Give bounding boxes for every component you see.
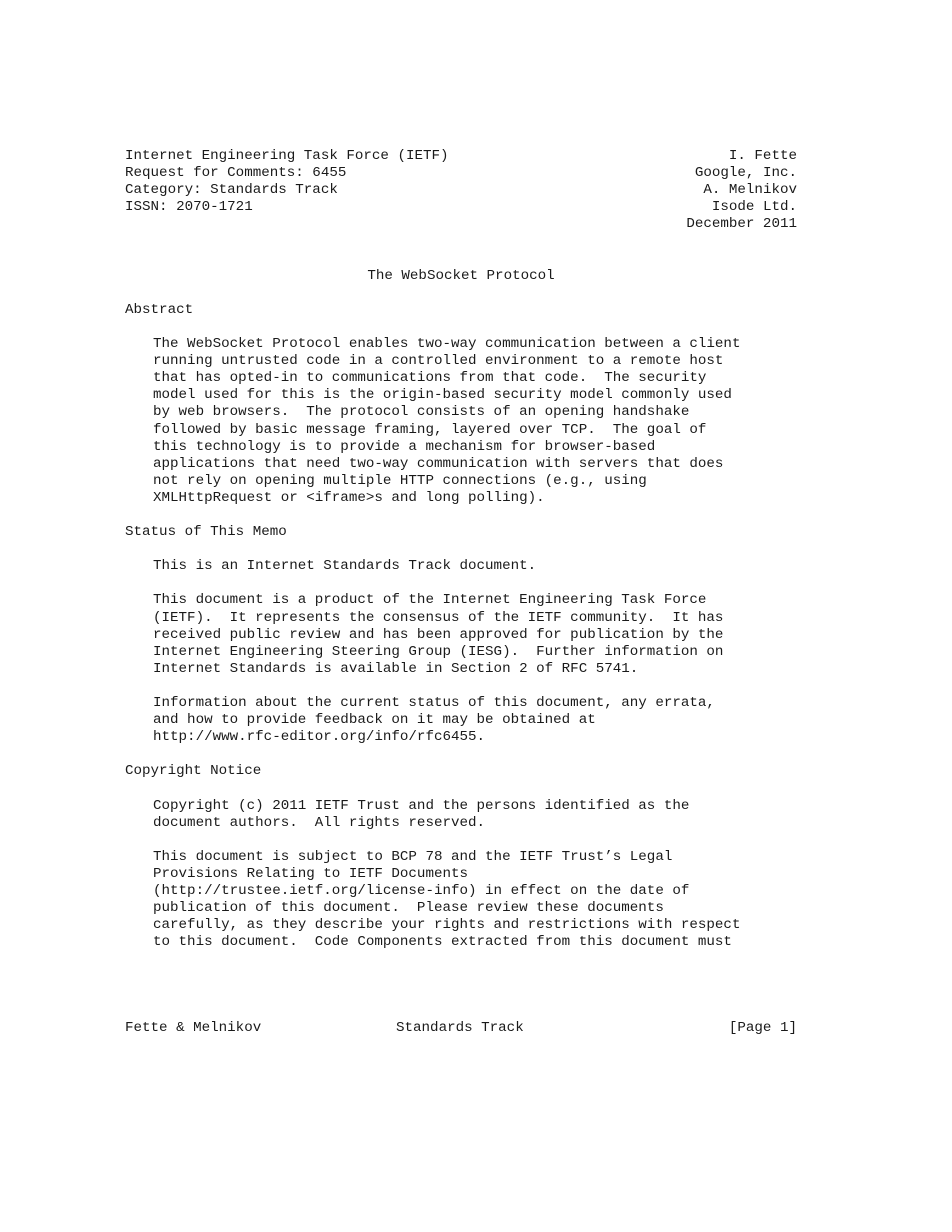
text-line: model used for this is the origin-based security model commonly used [153, 387, 732, 404]
text-line: applications that need two-way communication with servers that does [153, 455, 724, 472]
header-date: December 2011 [686, 216, 797, 233]
text-line: carefully, as they describe your rights and restrictions with respect [153, 917, 741, 934]
text-line: received public review and has been approved for publication by the [153, 626, 724, 643]
text-line: XMLHttpRequest or <iframe>s and long polling). [153, 489, 545, 506]
header-right-line: A. Melnikov [703, 182, 797, 199]
text-line: that has opted-in to communications from that code. The security [153, 370, 707, 387]
rfc-header [125, 148, 797, 233]
text-line: This document is subject to BCP 78 and the IETF Trust’s Legal [153, 848, 673, 865]
header-left-line: Internet Engineering Task Force (IETF) [125, 148, 449, 164]
page-footer [125, 1020, 797, 1037]
header-right-line: I. Fette [728, 148, 797, 164]
header-row [125, 148, 797, 165]
text-line: The WebSocket Protocol enables two-way communication between a client [153, 336, 741, 353]
text-line: not rely on opening multiple HTTP connections (e.g., using [153, 472, 647, 489]
text-line: This is an Internet Standards Track document. [153, 558, 537, 575]
text-line: by web browsers. The protocol consists of an opening handshake [153, 404, 690, 421]
text-line: Internet Standards is available in Section 2 of RFC 5741. [153, 660, 639, 677]
copyright-paragraph [125, 849, 797, 952]
text-line: document authors. All rights reserved. [153, 814, 486, 831]
text-line: to this document. Code Components extracted from this document must [153, 934, 732, 951]
header-left-line: Category: Standards Track [125, 182, 338, 199]
header-right-line: Isode Ltd. [711, 199, 797, 216]
status-paragraph [125, 558, 797, 575]
copyright-paragraph [125, 798, 797, 832]
text-line: Internet Engineering Steering Group (IESG). Further information on [153, 643, 724, 660]
footer-authors: Fette & Melnikov [125, 1020, 262, 1036]
text-line: running untrusted code in a controlled environment to a remote host [153, 353, 724, 370]
header-row [125, 199, 797, 216]
header-row [125, 182, 797, 199]
footer-page-number: [Page 1] [728, 1020, 797, 1036]
rfc-page [125, 148, 797, 951]
text-line: this technology is to provide a mechanism for browser-based [153, 438, 656, 455]
header-row [125, 216, 797, 233]
status-heading: Status of This Memo [125, 524, 287, 541]
status-paragraph [125, 695, 797, 746]
text-line: This document is a product of the Internet Engineering Task Force [153, 592, 707, 609]
text-line: (IETF). It represents the consensus of the IETF community. It has [153, 609, 724, 626]
text-line: http://www.rfc-editor.org/info/rfc6455. [153, 729, 486, 746]
header-left-line: ISSN: 2070-1721 [125, 199, 253, 216]
abstract-heading: Abstract [125, 301, 194, 318]
text-line: (http://trustee.ietf.org/license-info) in effect on the date of [153, 883, 690, 900]
header-right-line: Google, Inc. [694, 165, 797, 182]
header-left-line: Request for Comments: 6455 [125, 165, 347, 182]
text-line: and how to provide feedback on it may be obtained at [153, 712, 596, 729]
status-paragraph [125, 592, 797, 677]
text-line: Copyright (c) 2011 IETF Trust and the persons identified as the [153, 797, 690, 814]
abstract-paragraph [125, 336, 797, 507]
copyright-heading: Copyright Notice [125, 763, 262, 780]
text-line: publication of this document. Please review these documents [153, 900, 664, 917]
text-line: Information about the current status of this document, any errata, [153, 695, 715, 711]
text-line: followed by basic message framing, layered over TCP. The goal of [153, 421, 707, 438]
text-line: Provisions Relating to IETF Documents [153, 865, 469, 882]
footer-category: Standards Track [396, 1020, 524, 1036]
document-title: The WebSocket Protocol [367, 267, 555, 284]
header-row [125, 165, 797, 182]
